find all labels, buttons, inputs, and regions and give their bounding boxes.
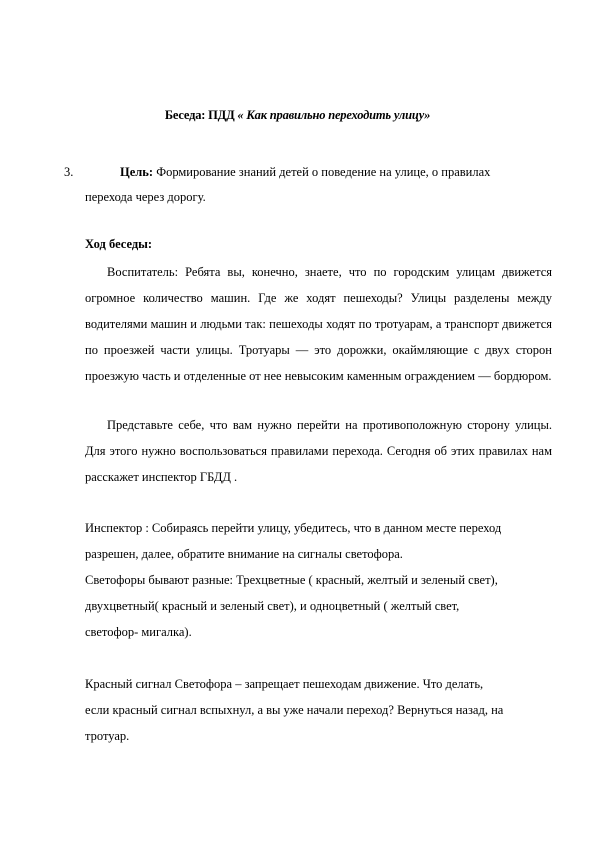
inspector-line: двухцветный( красный и зеленый свет), и одноцветный ( желтый свет, (85, 599, 460, 613)
goal-section (64, 160, 554, 210)
inspector-line: Инспектор : Собираясь перейти улицу, убедитесь, что в данном месте переход (85, 521, 502, 535)
document-title (0, 108, 595, 123)
paragraph-teacher: Воспитатель: Ребята вы, конечно, знаете, что по городским улицам движется огромное количество машин. Где же ходят пешеходы? Улицы разделены между водителями машин и людьми так: пешеходы ходят по тротуарам, а транспорт движется по проезжей части улицы. Тротуары — это дорожки, окаймляющие с двух сторон проезжую часть и отделенные от нее невысоким каменным ограждением — бордюром. (85, 265, 552, 383)
red-signal-line: Красный сигнал Светофора – запрещает пешеходам движение. Что делать, (85, 677, 484, 691)
goal-text-1: Формирование знаний детей о поведение на улице, о правилах (153, 165, 491, 179)
inspector-block (85, 515, 560, 645)
inspector-line: светофор- мигалка). (85, 625, 192, 639)
paragraph-crossing: Представьте себе, что вам нужно перейти на противоположную сторону улицы. Для этого нужно воспользоваться правилами перехода. Сегодня об этих правилах нам расскажет инспектор ГБДД . (85, 418, 552, 484)
goal-line-1 (64, 160, 554, 185)
title-prefix: Беседа: ПДД (164, 108, 238, 122)
inspector-line: Светофоры бывают разные: Трехцветные ( красный, желтый и зеленый свет), (85, 573, 498, 587)
title-topic: « Как правильно переходить улицу» (237, 108, 431, 122)
red-signal-line: если красный сигнал вспыхнул, а вы уже начали переход? Вернуться назад, на (85, 703, 504, 717)
section-heading: Ход беседы: (85, 237, 153, 251)
goal-label: Цель: (120, 165, 154, 179)
inspector-line: разрешен, далее, обратите внимание на сигналы светофора. (85, 547, 403, 561)
red-signal-block (85, 671, 560, 749)
goal-line-2: перехода через дорогу. (85, 190, 206, 204)
red-signal-line: тротуар. (85, 729, 130, 743)
goal-number: 3. (64, 165, 74, 179)
